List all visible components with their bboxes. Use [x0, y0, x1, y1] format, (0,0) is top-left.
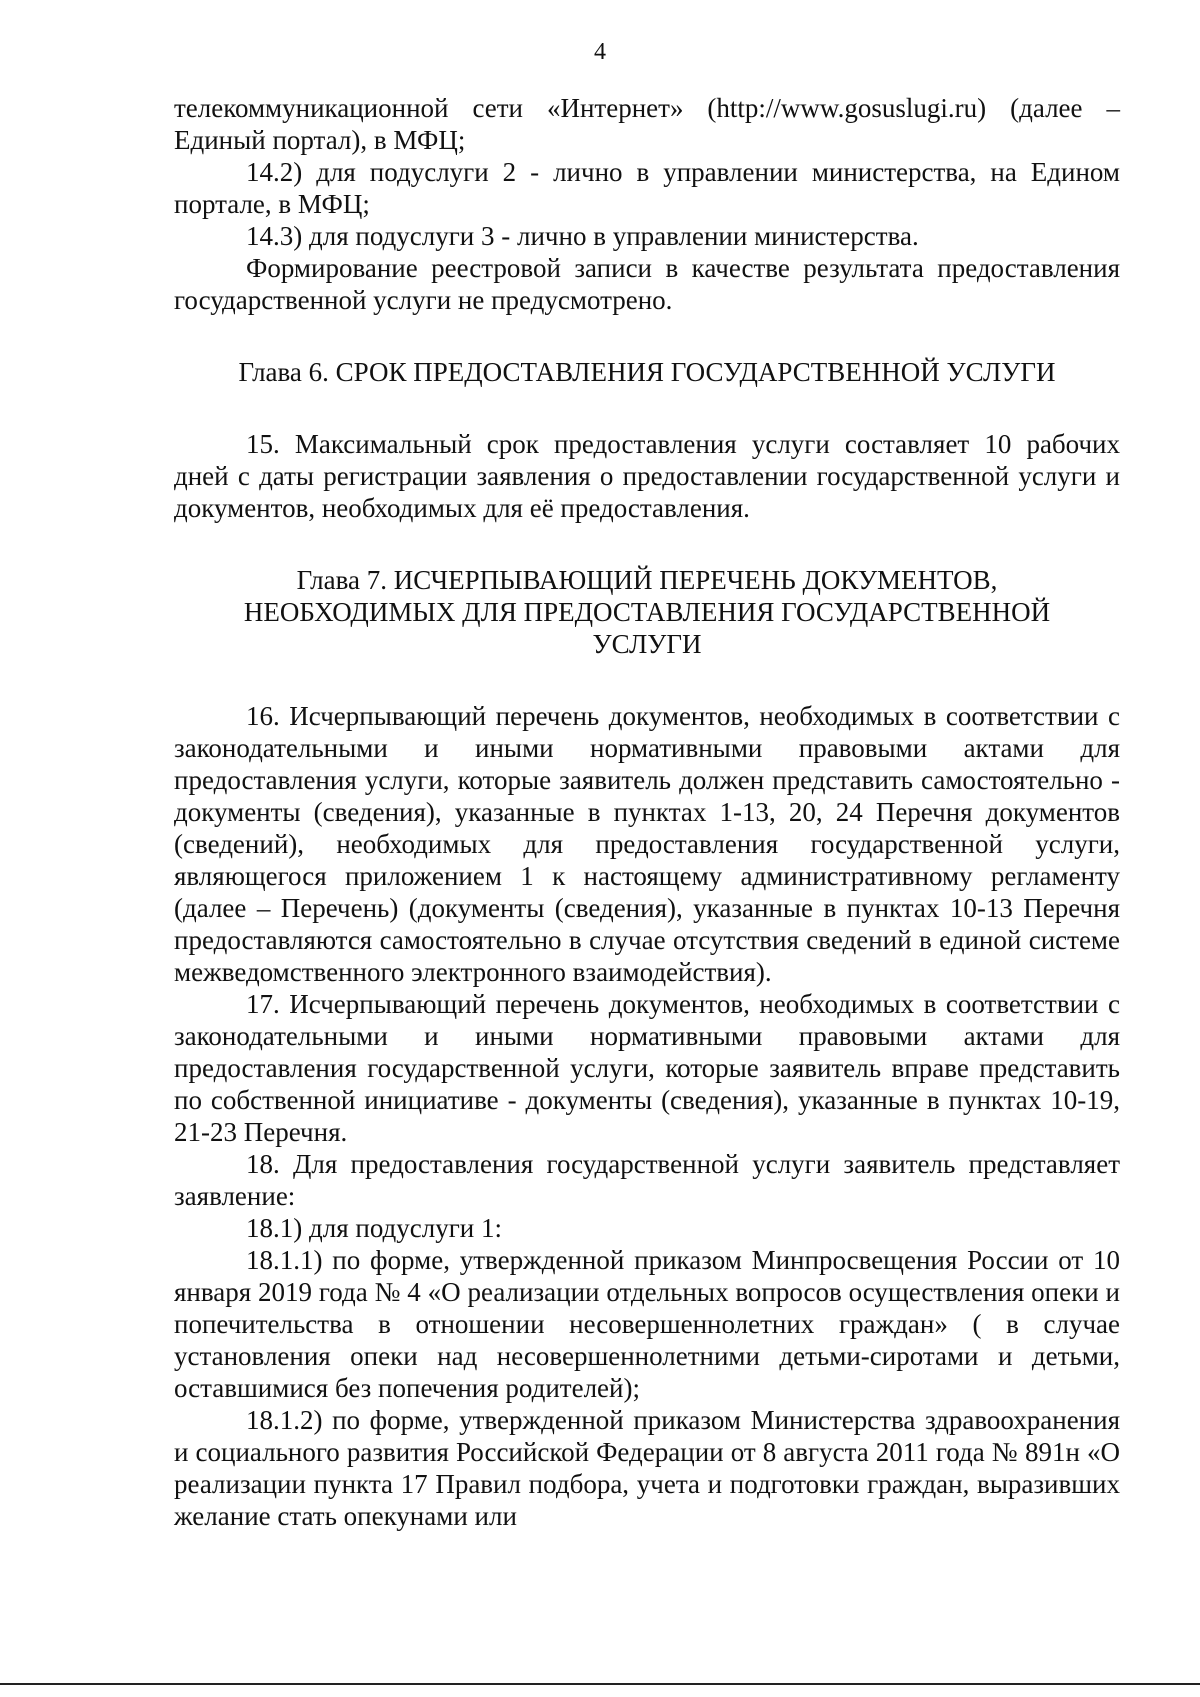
paragraph-16: 16. Исчерпывающий перечень документов, необходимых в соответствии с законодательными и иными нормативными правовыми актами для предоставления услуги, которые заявитель должен представить самостоятельно - документы (сведения), указанные в пунктах 1-13, 20, 24 Перечня документов (сведений), необходимых для предоставления государственной услуги, являющегося приложением 1 к настоящему административному регламенту (далее – Перечень) (документы (сведения), указанные в пунктах 10-13 Перечня предоставляются самостоятельно в случае отсутствия сведений в единой системе межведомственного электронного взаимодействия). [174, 701, 1120, 987]
document-body [174, 92, 1120, 1532]
chapter-7-heading-line-1: Глава 7. ИСЧЕРПЫВАЮЩИЙ ПЕРЕЧЕНЬ ДОКУМЕНТОВ, [296, 565, 998, 595]
paragraph-18: 18. Для предоставления государственной услуги заявитель представляет заявление: [174, 1149, 1120, 1211]
chapter-7-heading [174, 564, 1120, 660]
paragraph-17: 17. Исчерпывающий перечень документов, необходимых в соответствии с законодательными и иными нормативными правовыми актами для предоставления государственной услуги, которые заявитель вправе представить по собственной инициативе - документы (сведения), указанные в пунктах 10-19, 21-23 Перечня. [174, 989, 1120, 1147]
chapter-6-heading: Глава 6. СРОК ПРЕДОСТАВЛЕНИЯ ГОСУДАРСТВЕННОЙ УСЛУГИ [238, 357, 1056, 387]
paragraph-14-2: 14.2) для подуслуги 2 - лично в управлении министерства, на Едином портале, в МФЦ; [174, 157, 1120, 219]
paragraph-registry-note: Формирование реестровой записи в качестве результата предоставления государственной услуги не предусмотрено. [174, 253, 1120, 315]
chapter-7-heading-line-3: УСЛУГИ [592, 629, 702, 659]
paragraph-14-3: 14.3) для подуслуги 3 - лично в управлении министерства. [246, 221, 919, 251]
paragraph-18-1-2: 18.1.2) по форме, утвержденной приказом Министерства здравоохранения и социального развития Российской Федерации от 8 августа 2011 года № 891н «О реализации пункта 17 Правил подбора, учета и подготовки граждан, выразивших желание стать опекунами или [174, 1405, 1120, 1531]
paragraph-18-1: 18.1) для подуслуги 1: [246, 1213, 503, 1243]
paragraph-15: 15. Максимальный срок предоставления услуги составляет 10 рабочих дней с даты регистрации заявления о предоставлении государственной услуги и документов, необходимых для её предоставления. [174, 429, 1120, 523]
paragraph-18-1-1: 18.1.1) по форме, утвержденной приказом Минпросвещения России от 10 января 2019 года № 4 «О реализации отдельных вопросов осуществления опеки и попечительства в отношении несовершеннолетних граждан» ( в случае установления опеки над несовершеннолетними детьми-сиротами и детьми, оставшимися без попечения родителей); [174, 1245, 1120, 1403]
chapter-7-heading-line-2: НЕОБХОДИМЫХ ДЛЯ ПРЕДОСТАВЛЕНИЯ ГОСУДАРСТВЕННОЙ [243, 597, 1051, 627]
page-number: 4 [594, 39, 606, 65]
page-bottom-rule [0, 1683, 1200, 1685]
paragraph-continuation: телекоммуникационной сети «Интернет» (http://www.gosuslugi.ru) (далее – Единый портал), в МФЦ; [174, 93, 1120, 155]
